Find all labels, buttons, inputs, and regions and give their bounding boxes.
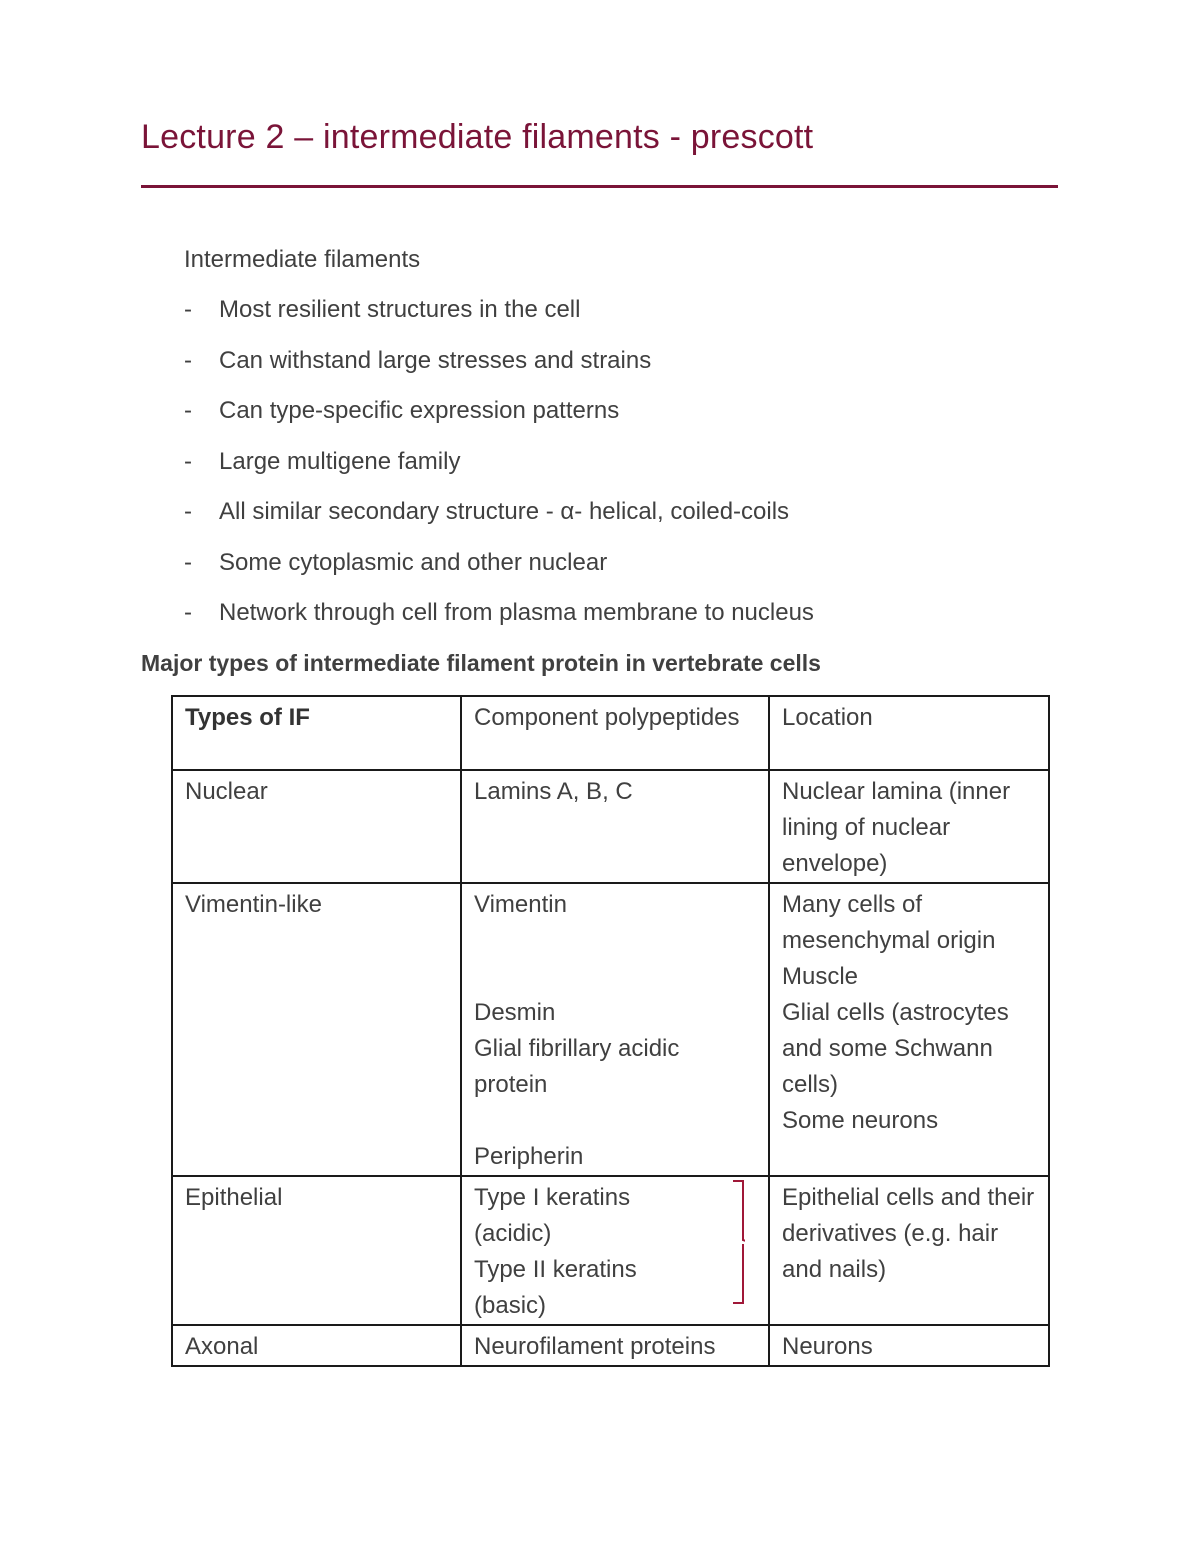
bullet-text: Can withstand large stresses and strains xyxy=(219,346,652,374)
table-heading: Major types of intermediate filament protein in vertebrate cells xyxy=(141,650,821,676)
table-row xyxy=(172,883,1049,1176)
cell-location: Neurons xyxy=(769,1325,1049,1366)
table-header-row xyxy=(172,696,1049,770)
cell-components: Type I keratins (acidic) Type II keratins (basic) xyxy=(461,1176,769,1325)
cell-components: Lamins A, B, C xyxy=(461,770,769,883)
if-types-table xyxy=(171,695,1050,1367)
header-cell-components: Component polypeptides xyxy=(461,696,769,770)
cell-type: Vimentin-like xyxy=(172,883,461,1176)
cell-components: Vimentin Desmin Glial fibrillary acidic protein Peripherin xyxy=(461,883,769,1176)
keratin-bracket-icon xyxy=(733,1180,745,1304)
header-cell-type: Types of IF xyxy=(172,696,461,770)
cell-location: Many cells of mesenchymal origin Muscle Glial cells (astrocytes and some Schwann cells) Some neurons xyxy=(769,883,1049,1176)
section-heading: Intermediate filaments xyxy=(184,246,421,273)
cell-location: Nuclear lamina (inner lining of nuclear envelope) xyxy=(769,770,1049,883)
header-cell-location: Location xyxy=(769,696,1049,770)
cell-location: Epithelial cells and their derivatives (e.g. hair and nails) xyxy=(769,1176,1049,1325)
page-title: Lecture 2 – intermediate filaments - prescott xyxy=(141,118,814,156)
table-row xyxy=(172,1325,1049,1366)
bullet-text: Can type-specific expression patterns xyxy=(219,397,620,424)
table-row xyxy=(172,1176,1049,1325)
cell-type: Nuclear xyxy=(172,770,461,883)
title-divider xyxy=(141,185,1058,188)
bullet-text: Large multigene family xyxy=(219,447,461,475)
cell-type: Epithelial xyxy=(172,1176,461,1325)
bullet-text: All similar secondary structure - α- helical, coiled-coils xyxy=(219,498,790,525)
cell-components: Neurofilament proteins xyxy=(461,1325,769,1366)
bullet-text: Some cytoplasmic and other nuclear xyxy=(219,548,608,576)
bullet-text: Most resilient structures in the cell xyxy=(219,296,581,323)
cell-type: Axonal xyxy=(172,1325,461,1366)
table-row xyxy=(172,770,1049,883)
bullet-text: Network through cell from plasma membrane to nucleus xyxy=(219,599,814,626)
